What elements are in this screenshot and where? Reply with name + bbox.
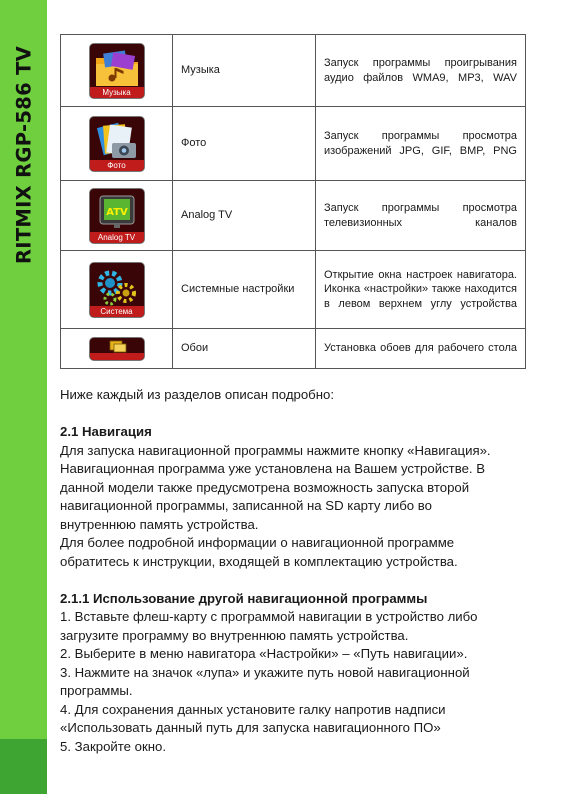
step-line: программы. [60,683,133,698]
text-line: данной модели также предусмотрена возможность запуска второй [60,479,470,495]
icon-caption: Музыка [90,87,144,98]
feature-name: Системные настройки [173,251,316,329]
step-line: 5. Закройте окно. [60,738,167,754]
step-line: 2. Выберите в меню навигатора «Настройки» – «Путь навигации». [60,646,468,661]
intro-paragraph: Ниже каждый из разделов описан подробно: [60,387,335,402]
music-folder-icon [89,43,145,99]
text-line: Для более подробной информации о навигационной программе [60,535,455,550]
table-row [61,329,526,369]
feature-description: Запуск программы просмотра телевизионных каналов [316,181,526,251]
product-title: RITMIX RGP-586 TV [12,45,36,265]
feature-name: Обои [173,329,316,369]
icon-caption: Система [90,306,144,317]
wallpaper-icon [89,337,145,361]
table-row [61,181,526,251]
gears-icon [89,262,145,318]
photo-camera-icon [89,116,145,172]
table-row [61,251,526,329]
sidebar-bottom-block [0,739,47,794]
step-line: 4. Для сохранения данных установите галку напротив надписи [60,701,446,717]
step-line: 3. Нажмите на значок «лупа» и укажите путь новой навигационной [60,664,470,680]
features-table [60,34,526,369]
feature-description: Установка обоев для рабочего стола [316,329,526,369]
feature-description: Запуск программы проигрывания аудио файлов WMA9, MP3, WAV [316,35,526,107]
step-line: загрузите программу во внутреннюю память устройства. [60,627,409,643]
step-line: 1. Вставьте флеш-карту с программой навигации в устройство либо [60,609,478,624]
section-heading-other-navigation: 2.1.1 Использование другой навигационной программы [60,590,428,606]
text-line: внутреннюю память устройства. [60,516,259,532]
text-line: навигационной программы, записанной на SD карту либо во [60,498,432,513]
table-row [61,35,526,107]
text-line: Для запуска навигационной программы нажмите кнопку «Навигация». [60,442,491,458]
feature-name: Фото [173,107,316,181]
text-line: Навигационная программа уже установлена на Вашем устройстве. В [60,461,486,476]
tv-icon [89,188,145,244]
svg-text:ATV: ATV [105,206,128,218]
table-row [61,107,526,181]
feature-name: Музыка [173,35,316,107]
section-heading-navigation: 2.1 Навигация [60,424,152,439]
icon-caption: Analog TV [90,232,144,243]
feature-description: Открытие окна настроек навигатора. Иконка «настройки» также находится в левом верхнем углу устройства [316,251,526,329]
feature-description: Запуск программы просмотра изображений JPG, GIF, BMP, PNG [316,107,526,181]
step-line: «Использовать данный путь для запуска навигационного ПО» [60,720,441,735]
icon-caption: Фото [90,160,144,171]
text-line: обратитесь к инструкции, входящей в комплектацию устройства. [60,553,458,569]
body-text [60,386,532,756]
feature-name: Analog TV [173,181,316,251]
